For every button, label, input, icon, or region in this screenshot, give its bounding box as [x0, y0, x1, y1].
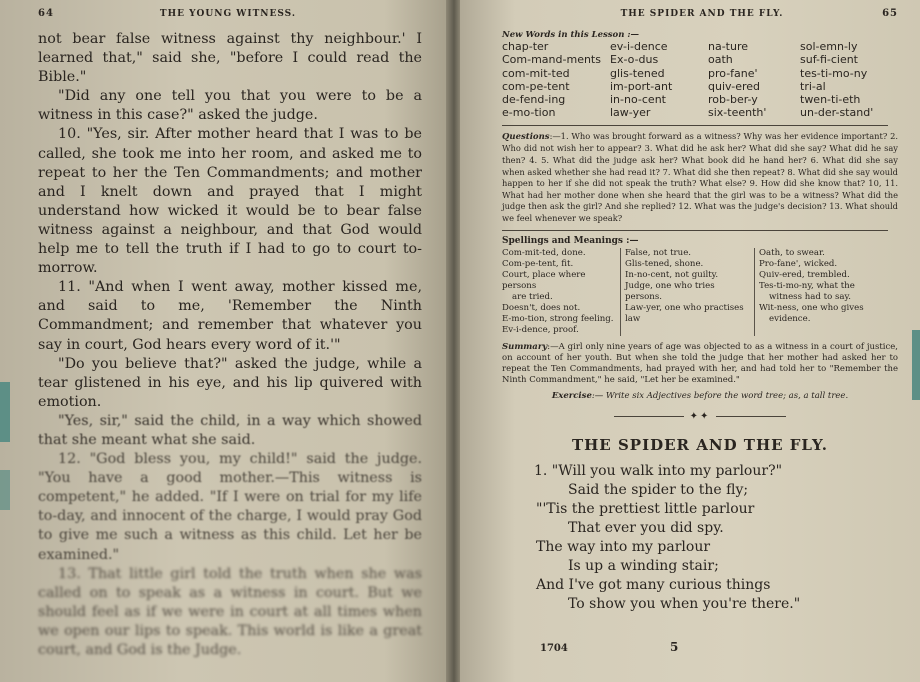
spelling-entry: Wit-ness, one who gives	[759, 302, 864, 313]
left-page	[0, 0, 452, 682]
right-running-head	[502, 8, 898, 24]
new-word: in-no-cent	[610, 93, 666, 107]
new-words-column	[708, 40, 800, 120]
poem-line: That ever you did spy.	[568, 519, 724, 536]
spellings-title: Spellings and Meanings :—	[502, 235, 639, 246]
new-word: tri-al	[800, 79, 826, 93]
spelling-entry: Glis-tened, shone.	[625, 258, 704, 269]
poem-line: Is up a winding stair;	[568, 557, 719, 574]
poem	[502, 462, 898, 614]
questions-section	[502, 131, 898, 225]
right-page	[460, 0, 920, 682]
questions-text: :—1. Who was brought forward as a witness? Why was her evidence important? 2. Who did not wish her to appear? 3. What did he ask her? What did she say? What did he say then? 4. 5. What did the judge ask her? What book did he hand her? 6. What did she say when asked whether she had read it? 7. What did she then repeat? 8. What did she say would happen to her if she did not speak the truth? What else? 9. How did she know that? 10, 11. What had her mother done when she heard that the girl was to be a witness? What did the judge then ask the girl? And she replied? 12. What was the judge's decision? 13. What should we feel whenever we speak?	[502, 130, 898, 223]
exercise-text: :— Write six Adjectives before the word tree; as, a tall tree.	[591, 390, 849, 401]
paragraph: 10. "Yes, sir. After mother heard that I was to be called, she took me into her room, and asked me to repeat to her the Ten Commandments; and mother and I knelt down and prayed that I might understand how wicked it would be to bear false witness against a neighbour, and that God would help me to tell the truth if I had to go to court to-morrow.	[38, 126, 422, 277]
spelling-entry: are tried.	[512, 291, 553, 302]
new-words-grid	[502, 40, 898, 120]
spellings-section	[502, 236, 898, 336]
new-word: oath	[708, 53, 733, 67]
section-divider	[502, 125, 888, 126]
poem-line: "'Tis the prettiest little parlour	[536, 500, 755, 517]
summary-text: :—A girl only nine years of age was objected to as a witness in a court of justice, on account of her youth. But when she told the judge that her mother had asked her to repeat the Ten Commandments, had prayed with her, and had told her to "Remember the Ninth Commandment," he said, "Let her be examined."	[502, 341, 898, 386]
new-word: na-ture	[708, 40, 749, 53]
new-word: pro-fane'	[708, 66, 758, 80]
new-word: tes-ti-mo-ny	[800, 66, 868, 80]
new-word: com-mit-ted	[502, 66, 570, 80]
poem-title: THE SPIDER AND THE FLY.	[571, 435, 829, 454]
spellings-column	[502, 248, 620, 336]
new-word: rob-ber-y	[708, 93, 758, 107]
spelling-entry: Law-yer, one who practises law	[625, 302, 744, 324]
new-word: six-teenth'	[708, 106, 767, 120]
section-divider	[502, 230, 888, 231]
spelling-entry: Oath, to swear.	[759, 247, 825, 258]
poem-line: Said the spider to the fly;	[568, 481, 749, 498]
spelling-entry: False, not true.	[625, 247, 692, 258]
summary-label: Summary	[502, 341, 548, 352]
exercise-label: Exercise	[551, 390, 592, 401]
left-running-title: THE YOUNG WITNESS.	[159, 9, 296, 19]
section-ornament	[502, 411, 898, 422]
spelling-entry: Court, place where persons	[502, 269, 586, 291]
exercise-section	[502, 391, 898, 401]
footer-number: 5	[670, 640, 679, 654]
spelling-entry: witness had to say.	[769, 291, 851, 302]
summary-section	[502, 342, 898, 387]
spelling-entry: Pro-fane', wicked.	[759, 258, 838, 269]
spelling-entry: E-mo-tion, strong feeling.	[502, 313, 614, 324]
right-page-number: 65	[882, 8, 898, 19]
spelling-entry: Tes-ti-mo-ny, what the	[759, 280, 855, 291]
spelling-entry: Ev-i-dence, proof.	[502, 324, 579, 335]
spelling-entry: evidence.	[769, 313, 811, 324]
left-running-head	[38, 8, 422, 24]
paragraph: "Did any one tell you that you were to be a witness in this case?" asked the judge.	[38, 88, 422, 124]
paragraph: not bear false witness against thy neighbour.' I learned that," said she, "before I could read the Bible."	[38, 31, 422, 86]
new-word: sol-emn-ly	[800, 40, 858, 53]
spelling-entry: Judge, one who tries persons.	[625, 280, 715, 302]
paragraph: "Yes, sir," said the child, in a way which showed that she meant what she said.	[38, 412, 422, 448]
left-page-number: 64	[38, 8, 54, 19]
new-word: law-yer	[610, 106, 651, 120]
poem-line: The way into my parlour	[536, 538, 711, 555]
new-word: glis-tened	[610, 66, 665, 80]
spelling-entry: In-no-cent, not guilty.	[625, 269, 719, 280]
paragraph: 11. "And when I went away, mother kissed me, and said to me, 'Remember the Ninth Commandment; and remember that whatever you say in court, God hears every word of it.'"	[38, 279, 422, 353]
new-word: suf-fi-cient	[800, 53, 858, 67]
new-words-column	[502, 40, 610, 120]
new-word: chap-ter	[502, 40, 549, 53]
poem-line: And I've got many curious things	[536, 576, 771, 593]
spelling-entry: Com-mit-ted, done.	[502, 247, 586, 258]
new-word: e-mo-tion	[502, 106, 556, 120]
spelling-entry: Com-pe-tent, fit.	[502, 258, 574, 269]
new-word: Ex-o-dus	[610, 53, 659, 67]
new-word: ev-i-dence	[610, 40, 668, 53]
new-words-title: New Words in this Lesson :—	[502, 30, 639, 40]
spellings-column	[620, 248, 754, 336]
spellings-grid	[502, 248, 898, 336]
new-word: im-port-ant	[610, 79, 673, 93]
new-word: Com-mand-ments	[502, 53, 601, 67]
page-tab-marker	[0, 470, 10, 510]
questions-label: Questions	[502, 131, 550, 142]
paragraph: 13. That little girl told the truth when she was called on to speak as a witness in court. But we should feel as if we were in court at all times when we open our lips to speak. This world is like a great court, and God is the Judge.	[38, 565, 422, 658]
poem-line: 1. "Will you walk into my parlour?"	[534, 462, 783, 479]
page-tab-marker	[912, 330, 920, 400]
new-word: twen-ti-eth	[800, 93, 861, 107]
paragraph: 12. "God bless you, my child!" said the judge. "You have a good mother.—This witness is competent," he added. "If I were on trial for my life to-day, and innocent of the charge, I would pray God to give me such a witness as this child. Let her be examined."	[38, 451, 422, 563]
paragraph: "Do you believe that?" asked the judge, while a tear glistened in his eye, and his lip quivered with emotion.	[38, 355, 422, 410]
spelling-entry: Quiv-ered, trembled.	[759, 269, 850, 280]
left-body-text	[38, 30, 422, 660]
right-running-title: THE SPIDER AND THE FLY.	[620, 9, 784, 19]
new-words-section	[502, 30, 898, 120]
spelling-entry: Doesn't, does not.	[502, 302, 581, 313]
poem-line: To show you when you're there."	[568, 595, 801, 612]
ornament-glyph: ✦✦	[689, 410, 711, 422]
new-words-column	[800, 40, 900, 120]
new-words-column	[610, 40, 708, 120]
new-word: de-fend-ing	[502, 93, 566, 107]
new-word: quiv-ered	[708, 79, 760, 93]
page-tab-marker	[0, 382, 10, 442]
spellings-column	[754, 248, 898, 336]
new-word: un-der-stand'	[800, 106, 874, 120]
new-word: com-pe-tent	[502, 79, 570, 93]
signature-mark: 1704	[540, 643, 568, 654]
